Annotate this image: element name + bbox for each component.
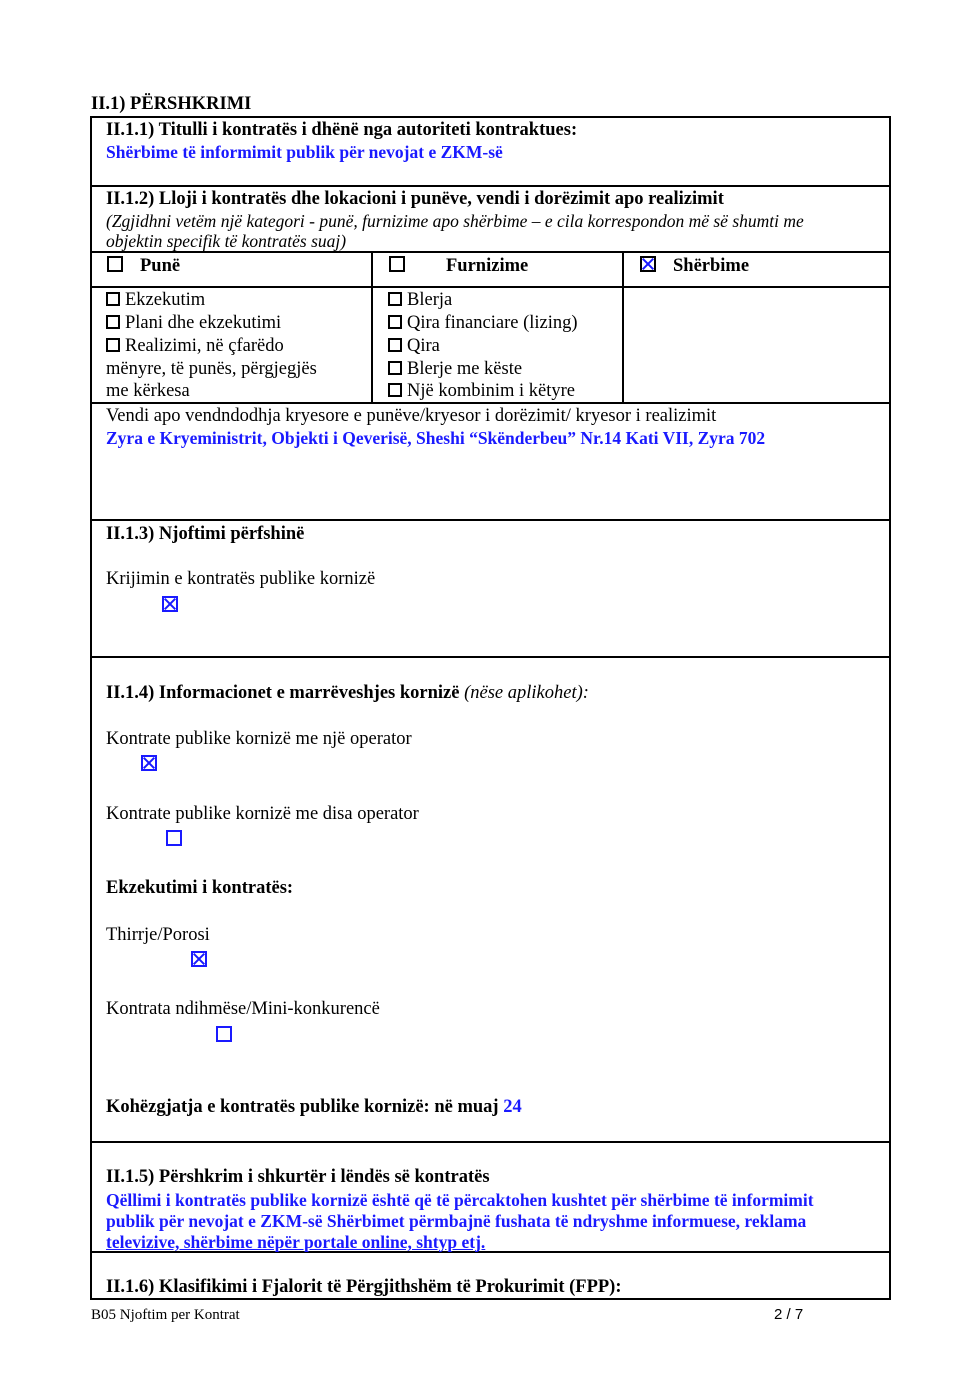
- pune-item-label: Plani dhe ekzekutimi: [125, 313, 282, 333]
- category-furnizime-label: Furnizime: [446, 256, 529, 276]
- border-after-111: [90, 185, 891, 187]
- pune-item-realizimi[interactable]: [106, 335, 284, 358]
- furn-item-blerje-me-keste[interactable]: [388, 358, 522, 381]
- checkbox-kombinim[interactable]: [388, 383, 402, 397]
- column-divider-2: [622, 251, 624, 404]
- checkbox-furnizime[interactable]: [389, 256, 405, 272]
- border-right: [889, 116, 891, 1300]
- s115-line1: Qëllimi i kontratës publike kornizë është që të përcaktohen kushtet për shërbime të informimit: [106, 1190, 814, 1210]
- mini-label: Kontrata ndihmëse/Mini-konkurencë: [106, 999, 380, 1019]
- furn-item-label: Qira: [407, 336, 440, 356]
- s111-value: Shërbime të informimit publik për nevojat e ZKM-së: [106, 142, 503, 162]
- pune-item-plani[interactable]: [106, 312, 281, 335]
- checkbox-thirrje-checked[interactable]: [191, 951, 207, 967]
- checkbox-blerje-me-keste[interactable]: [388, 361, 402, 375]
- footer-form-name: B05 Njoftim per Kontrat: [91, 1307, 240, 1323]
- multi-operator-label: Kontrate publike kornizë me disa operator: [106, 804, 419, 824]
- furn-item-label: Blerja: [407, 290, 453, 310]
- border-after-114: [90, 1141, 891, 1143]
- location-value: Zyra e Kryeministrit, Objekti i Qeverisë, Sheshi “Skënderbeu” Nr.14 Kati VII, Zyra 702: [106, 428, 766, 448]
- checkbox-kontrate-kornize-checked[interactable]: [162, 596, 178, 612]
- checkbox-mini[interactable]: [216, 1026, 232, 1042]
- category-pune[interactable]: [107, 256, 180, 277]
- s113-label: Krijimin e kontratës publike kornizë: [106, 569, 376, 589]
- exec-heading: Ekzekutimi i kontratës:: [106, 878, 294, 898]
- pune-item-cont1: mënyre, të punës, përgjegjës: [106, 359, 317, 379]
- column-divider-1: [371, 251, 373, 404]
- s111-heading: II.1.1) Titulli i kontratës i dhënë nga autoriteti kontraktues:: [106, 120, 578, 140]
- s112-note-line1: (Zgjidhni vetëm një kategori - punë, furnizime apo shërbime – e cila korrespondon më së shumti me: [106, 211, 804, 231]
- border-after-113: [90, 656, 891, 658]
- duration-label: Kohëzgjatja e kontratës publike kornizë: në muaj: [106, 1097, 499, 1117]
- border-after-categories: [90, 286, 891, 288]
- furn-item-kombinim[interactable]: [388, 380, 575, 403]
- furn-item-label: Blerje me këste: [407, 359, 523, 379]
- checkbox-qira-financiare[interactable]: [388, 315, 402, 329]
- s115-line3: televizive, shërbime nëpër portale online, shtyp etj.: [106, 1232, 486, 1252]
- s113-heading: II.1.3) Njoftimi përfshinë: [106, 524, 305, 544]
- checkbox-realizimi[interactable]: [106, 338, 120, 352]
- checkbox-ekzekutim[interactable]: [106, 292, 120, 306]
- border-top: [90, 116, 891, 118]
- border-left: [90, 116, 92, 1300]
- checkbox-sherbime-checked[interactable]: [640, 256, 656, 272]
- border-after-location: [90, 519, 891, 521]
- border-bottom: [90, 1298, 891, 1300]
- footer-page-number: 2 / 7: [774, 1306, 804, 1323]
- s114-heading-text: II.1.4) Informacionet e marrëveshjes kornizë: [106, 683, 460, 703]
- pune-item-label: Ekzekutim: [125, 290, 206, 310]
- s116-heading: II.1.6) Klasifikimi i Fjalorit të Përgjithshëm të Prokurimit (FPP):: [106, 1277, 622, 1297]
- furn-item-label: Një kombinim i këtyre: [407, 381, 576, 401]
- s115-heading: II.1.5) Përshkrim i shkurtër i lëndës së kontratës: [106, 1167, 490, 1187]
- one-operator-label: Kontrate publike kornizë me një operator: [106, 729, 412, 749]
- pune-item-ekzekutim[interactable]: [106, 289, 205, 312]
- category-sherbime[interactable]: [640, 256, 749, 277]
- checkbox-plani[interactable]: [106, 315, 120, 329]
- location-label: Vendi apo vendndodhja kryesore e punëve/kryesor i dorëzimit/ kryesor i realizimit: [106, 406, 717, 426]
- duration-value: 24: [503, 1097, 522, 1117]
- pune-item-cont2: me kërkesa: [106, 381, 190, 401]
- category-furnizime[interactable]: [389, 256, 528, 277]
- checkbox-qira[interactable]: [388, 338, 402, 352]
- s112-heading: II.1.2) Lloji i kontratës dhe lokacioni i punëve, vendi i dorëzimit apo realizimit: [106, 189, 724, 209]
- section-title: II.1) PËRSHKRIMI: [91, 94, 252, 114]
- furn-item-qira-financiare[interactable]: [388, 312, 578, 335]
- category-sherbime-label: Shërbime: [673, 256, 750, 276]
- s114-heading: [106, 683, 589, 704]
- s114-heading-note: (nëse aplikohet):: [464, 683, 589, 703]
- s112-note-line2: objektin specifik të kontratës suaj): [106, 231, 347, 251]
- pune-item-label: Realizimi, në çfarëdo: [125, 336, 284, 356]
- duration-row: [106, 1097, 522, 1118]
- furn-item-qira[interactable]: [388, 335, 440, 358]
- furn-item-blerja[interactable]: [388, 289, 452, 312]
- thirrje-label: Thirrje/Porosi: [106, 925, 210, 945]
- furn-item-label: Qira financiare (lizing): [407, 313, 578, 333]
- checkbox-blerja[interactable]: [388, 292, 402, 306]
- checkbox-one-operator-checked[interactable]: [141, 755, 157, 771]
- category-pune-label: Punë: [140, 256, 181, 276]
- checkbox-pune[interactable]: [107, 256, 123, 272]
- checkbox-multi-operator[interactable]: [166, 830, 182, 846]
- s115-line2: publik për nevojat e ZKM-së Shërbimet përmbajnë fushata të ndryshme informuese, reklama: [106, 1211, 807, 1231]
